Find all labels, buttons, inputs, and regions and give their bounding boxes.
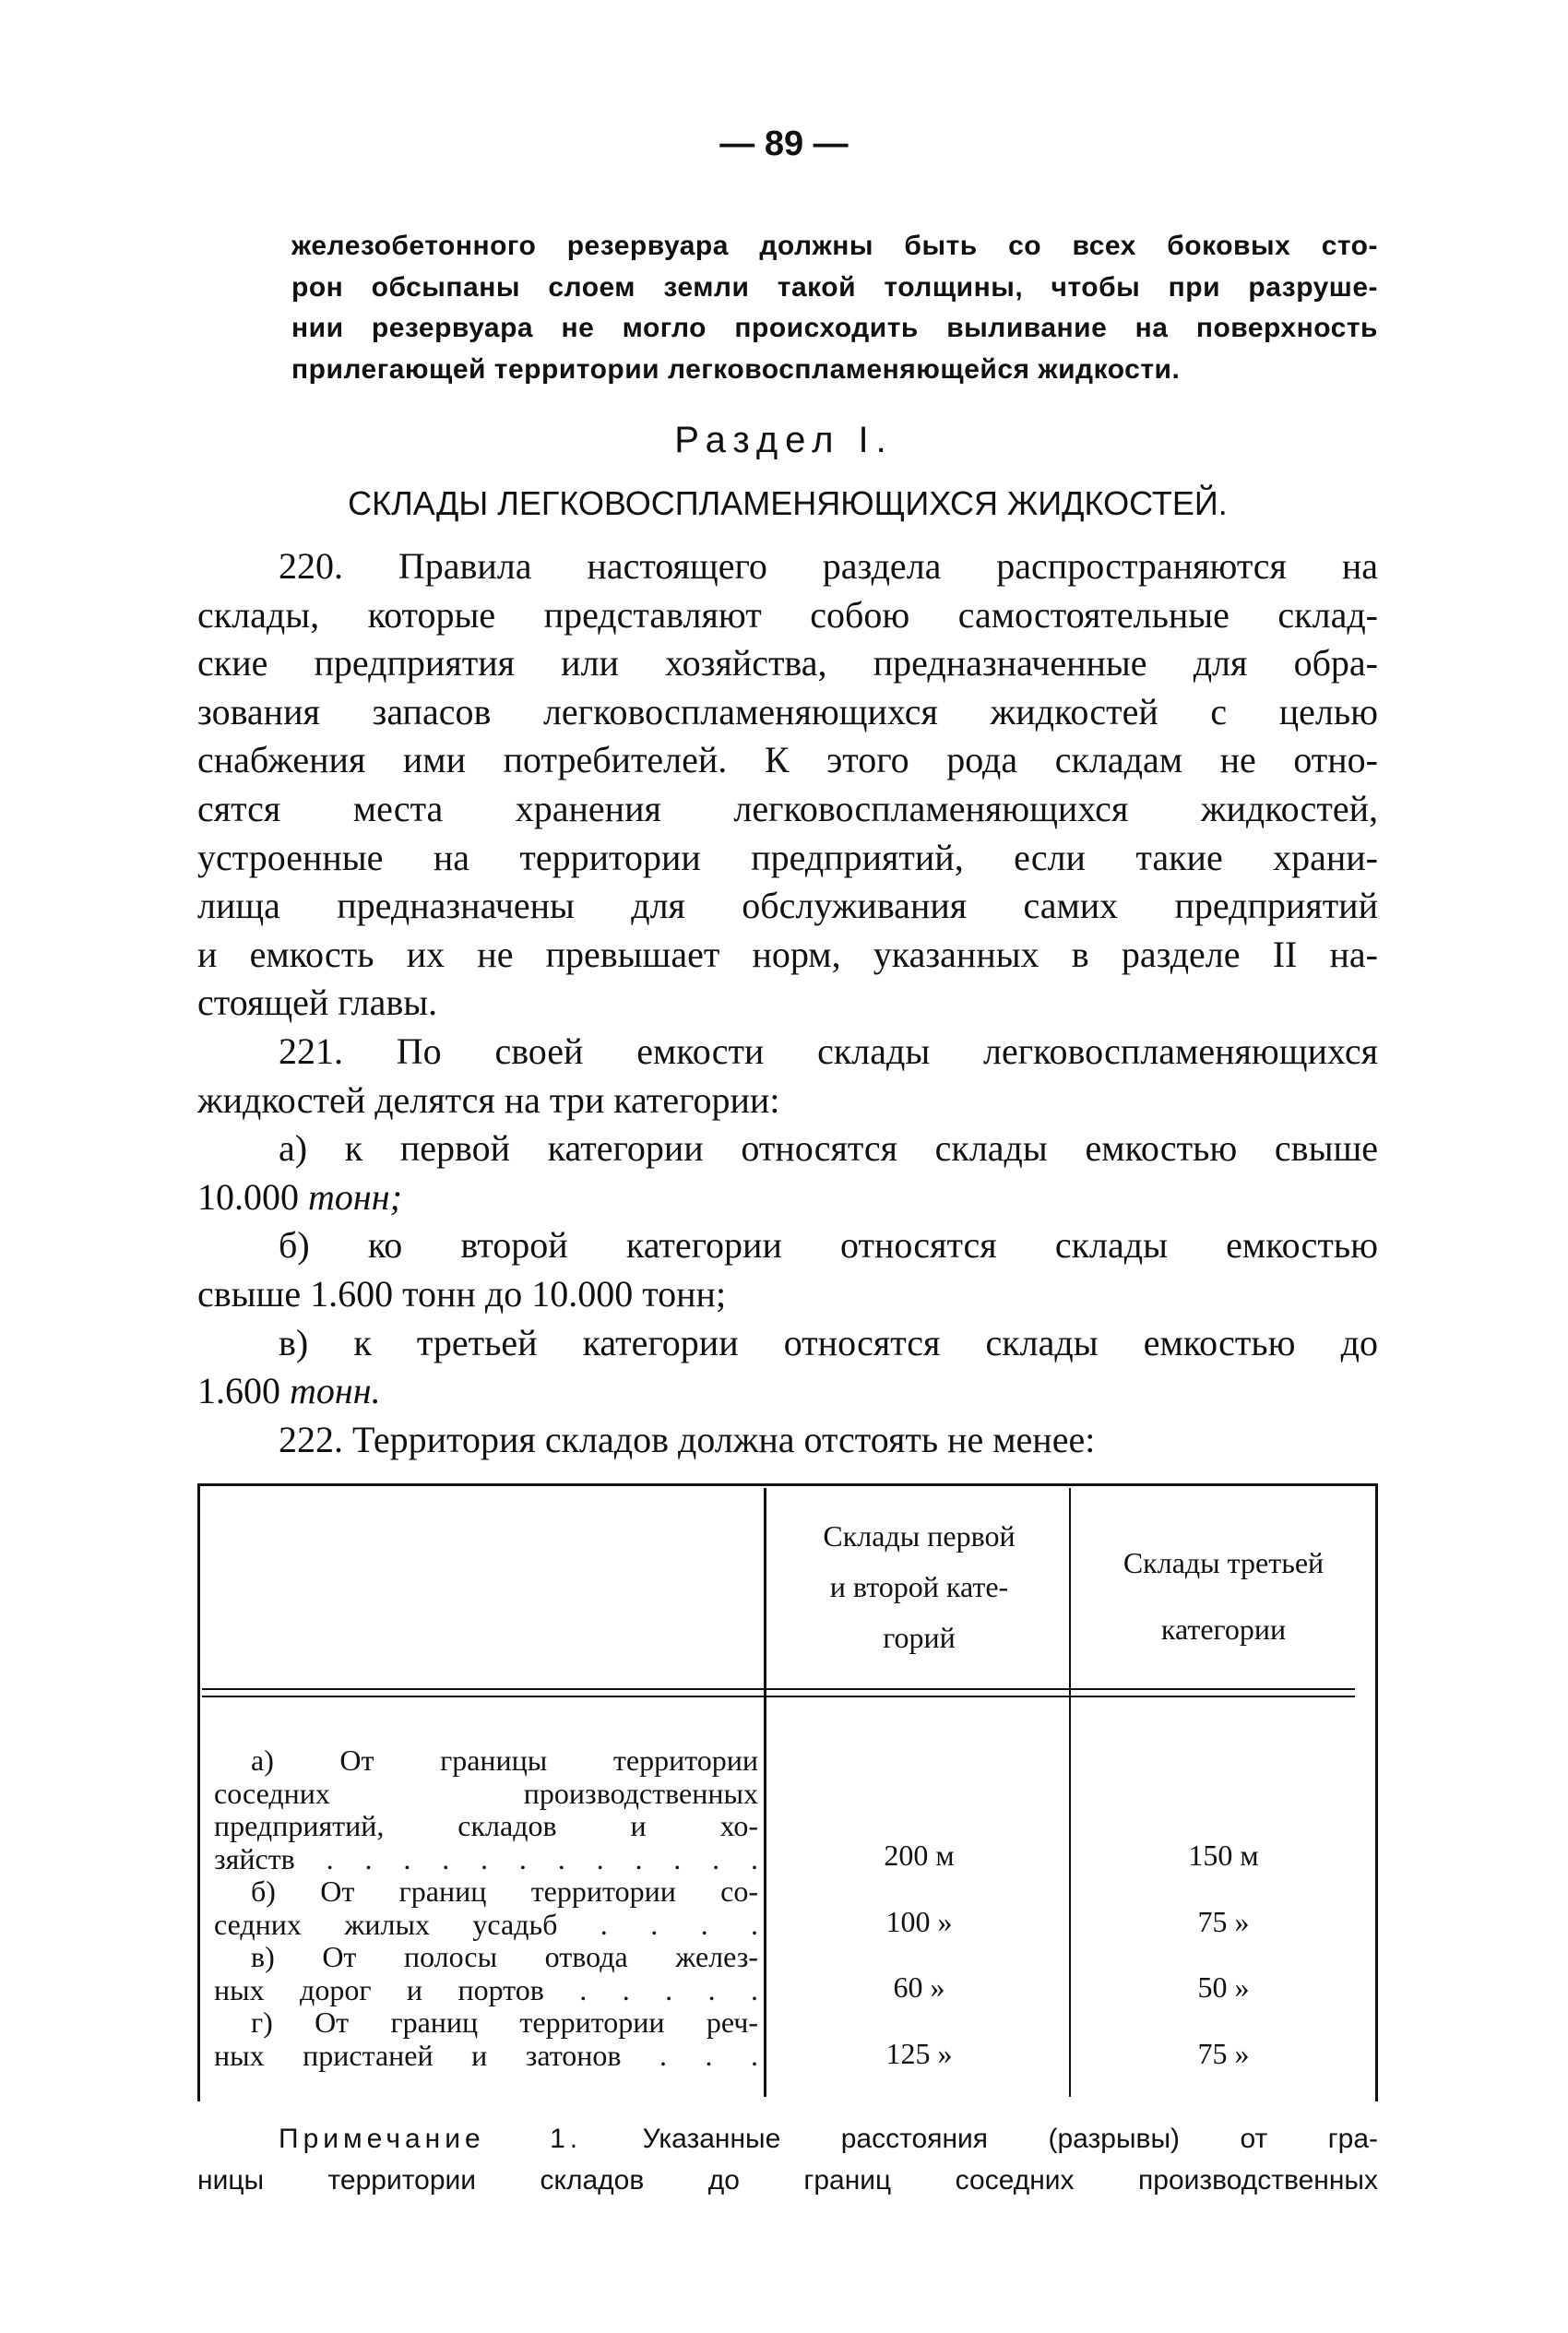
text-line: зования запасов легковоспламеняющихся жидкостей с целью — [197, 690, 1378, 732]
table-left-rule — [197, 1483, 200, 2101]
distance-table — [197, 1483, 1378, 2101]
text-line: ские предприятия или хозяйства, предназначенные для обра- — [197, 642, 1378, 684]
header-line: Склады первой — [823, 1519, 1016, 1553]
text-line: б) ко второй категории относятся склады емкостью — [279, 1224, 1378, 1267]
amount: 10.000 — [197, 1175, 308, 1218]
text-line: свыше 1.600 тонн до 10.000 тонн; — [197, 1272, 727, 1315]
column-header-1-2 — [769, 1511, 1069, 1663]
text-line: лища предназначены для обслуживания самих предприятий — [197, 885, 1378, 927]
text-line: прилегающей территории легковоспламеняющейся жидкости. — [291, 353, 1181, 385]
header-rule — [202, 1696, 1355, 1697]
text-line: жидкостей делятся на три категории: — [197, 1078, 780, 1121]
note-label: Примечание 1. — [279, 2124, 583, 2154]
page-number: — 89 — — [719, 125, 849, 163]
row-label-line: ных дорог и портов . . . . . — [214, 1972, 758, 2006]
table-row-a — [214, 1744, 758, 1875]
intro-paragraph — [291, 226, 1378, 390]
text-line — [197, 1173, 1378, 1222]
text-line: 220. Правила настоящего раздела распространяются на — [279, 545, 1378, 587]
table-row-c — [214, 1941, 758, 2006]
text-line: сятся места хранения легковоспламеняющихся жидкостей, — [197, 787, 1378, 829]
section-title: Раздел I. — [674, 420, 894, 460]
text-line — [197, 1367, 1378, 1416]
text-line — [197, 2118, 1378, 2160]
unit: тонн; — [308, 1175, 402, 1218]
header-line: категории — [1160, 1613, 1287, 1646]
table-row-b — [214, 1875, 758, 1941]
header-line: и второй кате- — [829, 1570, 1009, 1603]
header-line: горий — [883, 1621, 956, 1654]
text-line: склады, которые представляют собою самостоятельные склад- — [197, 593, 1378, 636]
text-line: 221. По своей емкости склады легковоспламеняющихся — [279, 1030, 1378, 1072]
header-rule — [202, 1688, 1355, 1690]
value-cat12: 125 » — [885, 2037, 953, 2070]
text-line: нии резервуара не могло происходить выливание на поверхность — [291, 313, 1378, 343]
text-line: устроенные на территории предприятий, если такие храни- — [197, 836, 1378, 878]
text-line: и емкость их не превышает норм, указанных в разделе II на- — [197, 933, 1378, 975]
table-right-rule — [1375, 1483, 1378, 2101]
note-text: Указанные расстояния (разрывы) от гра- — [582, 2124, 1378, 2154]
row-label-line: зяйств . . . . . . . . . . . . — [214, 1841, 758, 1875]
text-line: железобетонного резервуара должны быть со всех боковых сто- — [291, 231, 1378, 261]
value-cat3: 50 » — [1197, 1970, 1250, 2004]
text-line: ницы территории складов до границ соседних производственных — [197, 2165, 1378, 2196]
value-cat12: 100 » — [885, 1905, 953, 1938]
value-cat12: 60 » — [893, 1970, 945, 2004]
text-line: в) к третьей категории относятся склады емкостью до — [279, 1321, 1378, 1363]
column-rule — [764, 1488, 766, 2097]
header-line: Склады третьей — [1123, 1546, 1324, 1579]
row-label-line: седних жилых усадьб . . . . — [214, 1907, 758, 1941]
table-row-d — [214, 2006, 758, 2072]
text-line: стоящей главы. — [197, 982, 438, 1024]
value-cat3: 75 » — [1197, 2037, 1250, 2070]
row-label-line: г) От границ территории реч- — [251, 2006, 758, 2039]
row-label-line: б) От границ территории со- — [251, 1875, 758, 1908]
amount: 1.600 — [197, 1370, 290, 1412]
row-label-line: а) От границы территории — [251, 1744, 758, 1777]
note-1 — [197, 2118, 1378, 2201]
value-cat3: 150 м — [1188, 1839, 1259, 1872]
text-line: снабжения ими потребителей. К этого рода складам не отно- — [197, 739, 1378, 781]
value-cat12: 200 м — [884, 1839, 955, 1872]
text-line: а) к первой категории относятся склады емкостью свыше — [279, 1127, 1378, 1170]
table-top-rule — [197, 1483, 1378, 1486]
section-subtitle: СКЛАДЫ ЛЕГКОВОСПЛАМЕНЯЮЩИХСЯ ЖИДКОСТЕЙ. — [348, 484, 1228, 522]
body-text — [197, 542, 1378, 1464]
column-rule — [1069, 1488, 1071, 2097]
text-line: рон обсыпаны слоем земли такой толщины, чтобы при разруше- — [291, 271, 1378, 303]
row-label-line: в) От полосы отвода желез- — [251, 1940, 758, 1973]
value-cat3: 75 » — [1197, 1905, 1250, 1938]
row-label-line: соседних производственных — [214, 1776, 758, 1810]
row-label-line: предприятий, складов и хо- — [214, 1809, 758, 1842]
row-label-line: ных пристаней и затонов . . . — [214, 2038, 758, 2072]
text-line: 222. Территория складов должна отстоять не менее: — [279, 1418, 1096, 1460]
column-header-3 — [1074, 1530, 1373, 1662]
unit: тонн. — [290, 1370, 381, 1412]
